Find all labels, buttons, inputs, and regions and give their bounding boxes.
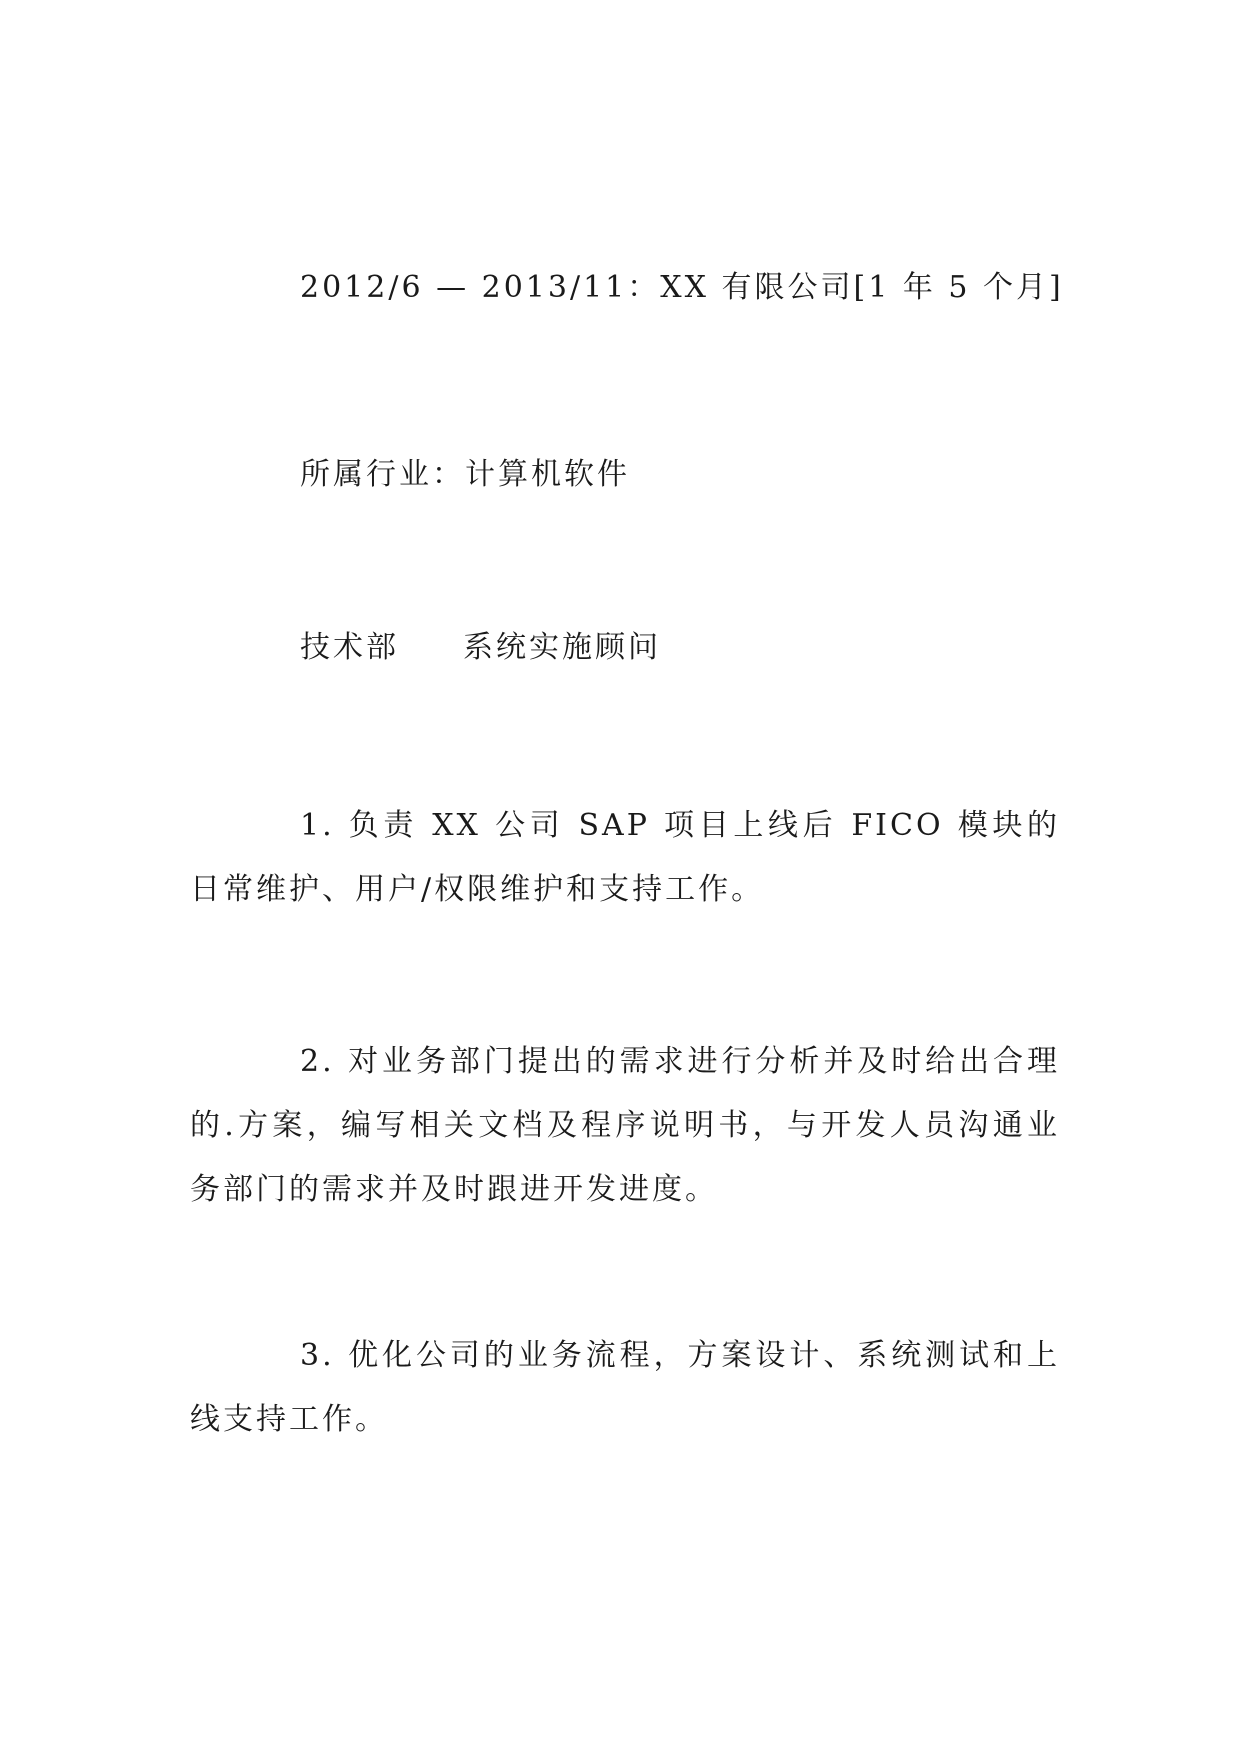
job-role: 系统实施顾问 — [463, 630, 661, 665]
duty-item-1: 1. 负责 XX 公司 SAP 项目上线后 FICO 模块的日常维护、用户/权限维护和支持工作。 — [190, 808, 1060, 907]
employment-period-line: 2012/6 — 2013/11：XX 有限公司[1 年 5 个月] — [300, 270, 1064, 305]
duty-item-2: 2. 对业务部门提出的需求进行分析并及时给出合理的.方案，编写相关文档及程序说明书，与开发人员沟通业务部门的需求并及时跟进开发进度。 — [190, 1044, 1060, 1207]
department-role-line — [300, 618, 661, 678]
industry-line: 所属行业：计算机软件 — [300, 457, 630, 492]
department-name: 技术部 — [300, 630, 399, 665]
duty-item-3: 3. 优化公司的业务流程，方案设计、系统测试和上线支持工作。 — [190, 1338, 1060, 1437]
